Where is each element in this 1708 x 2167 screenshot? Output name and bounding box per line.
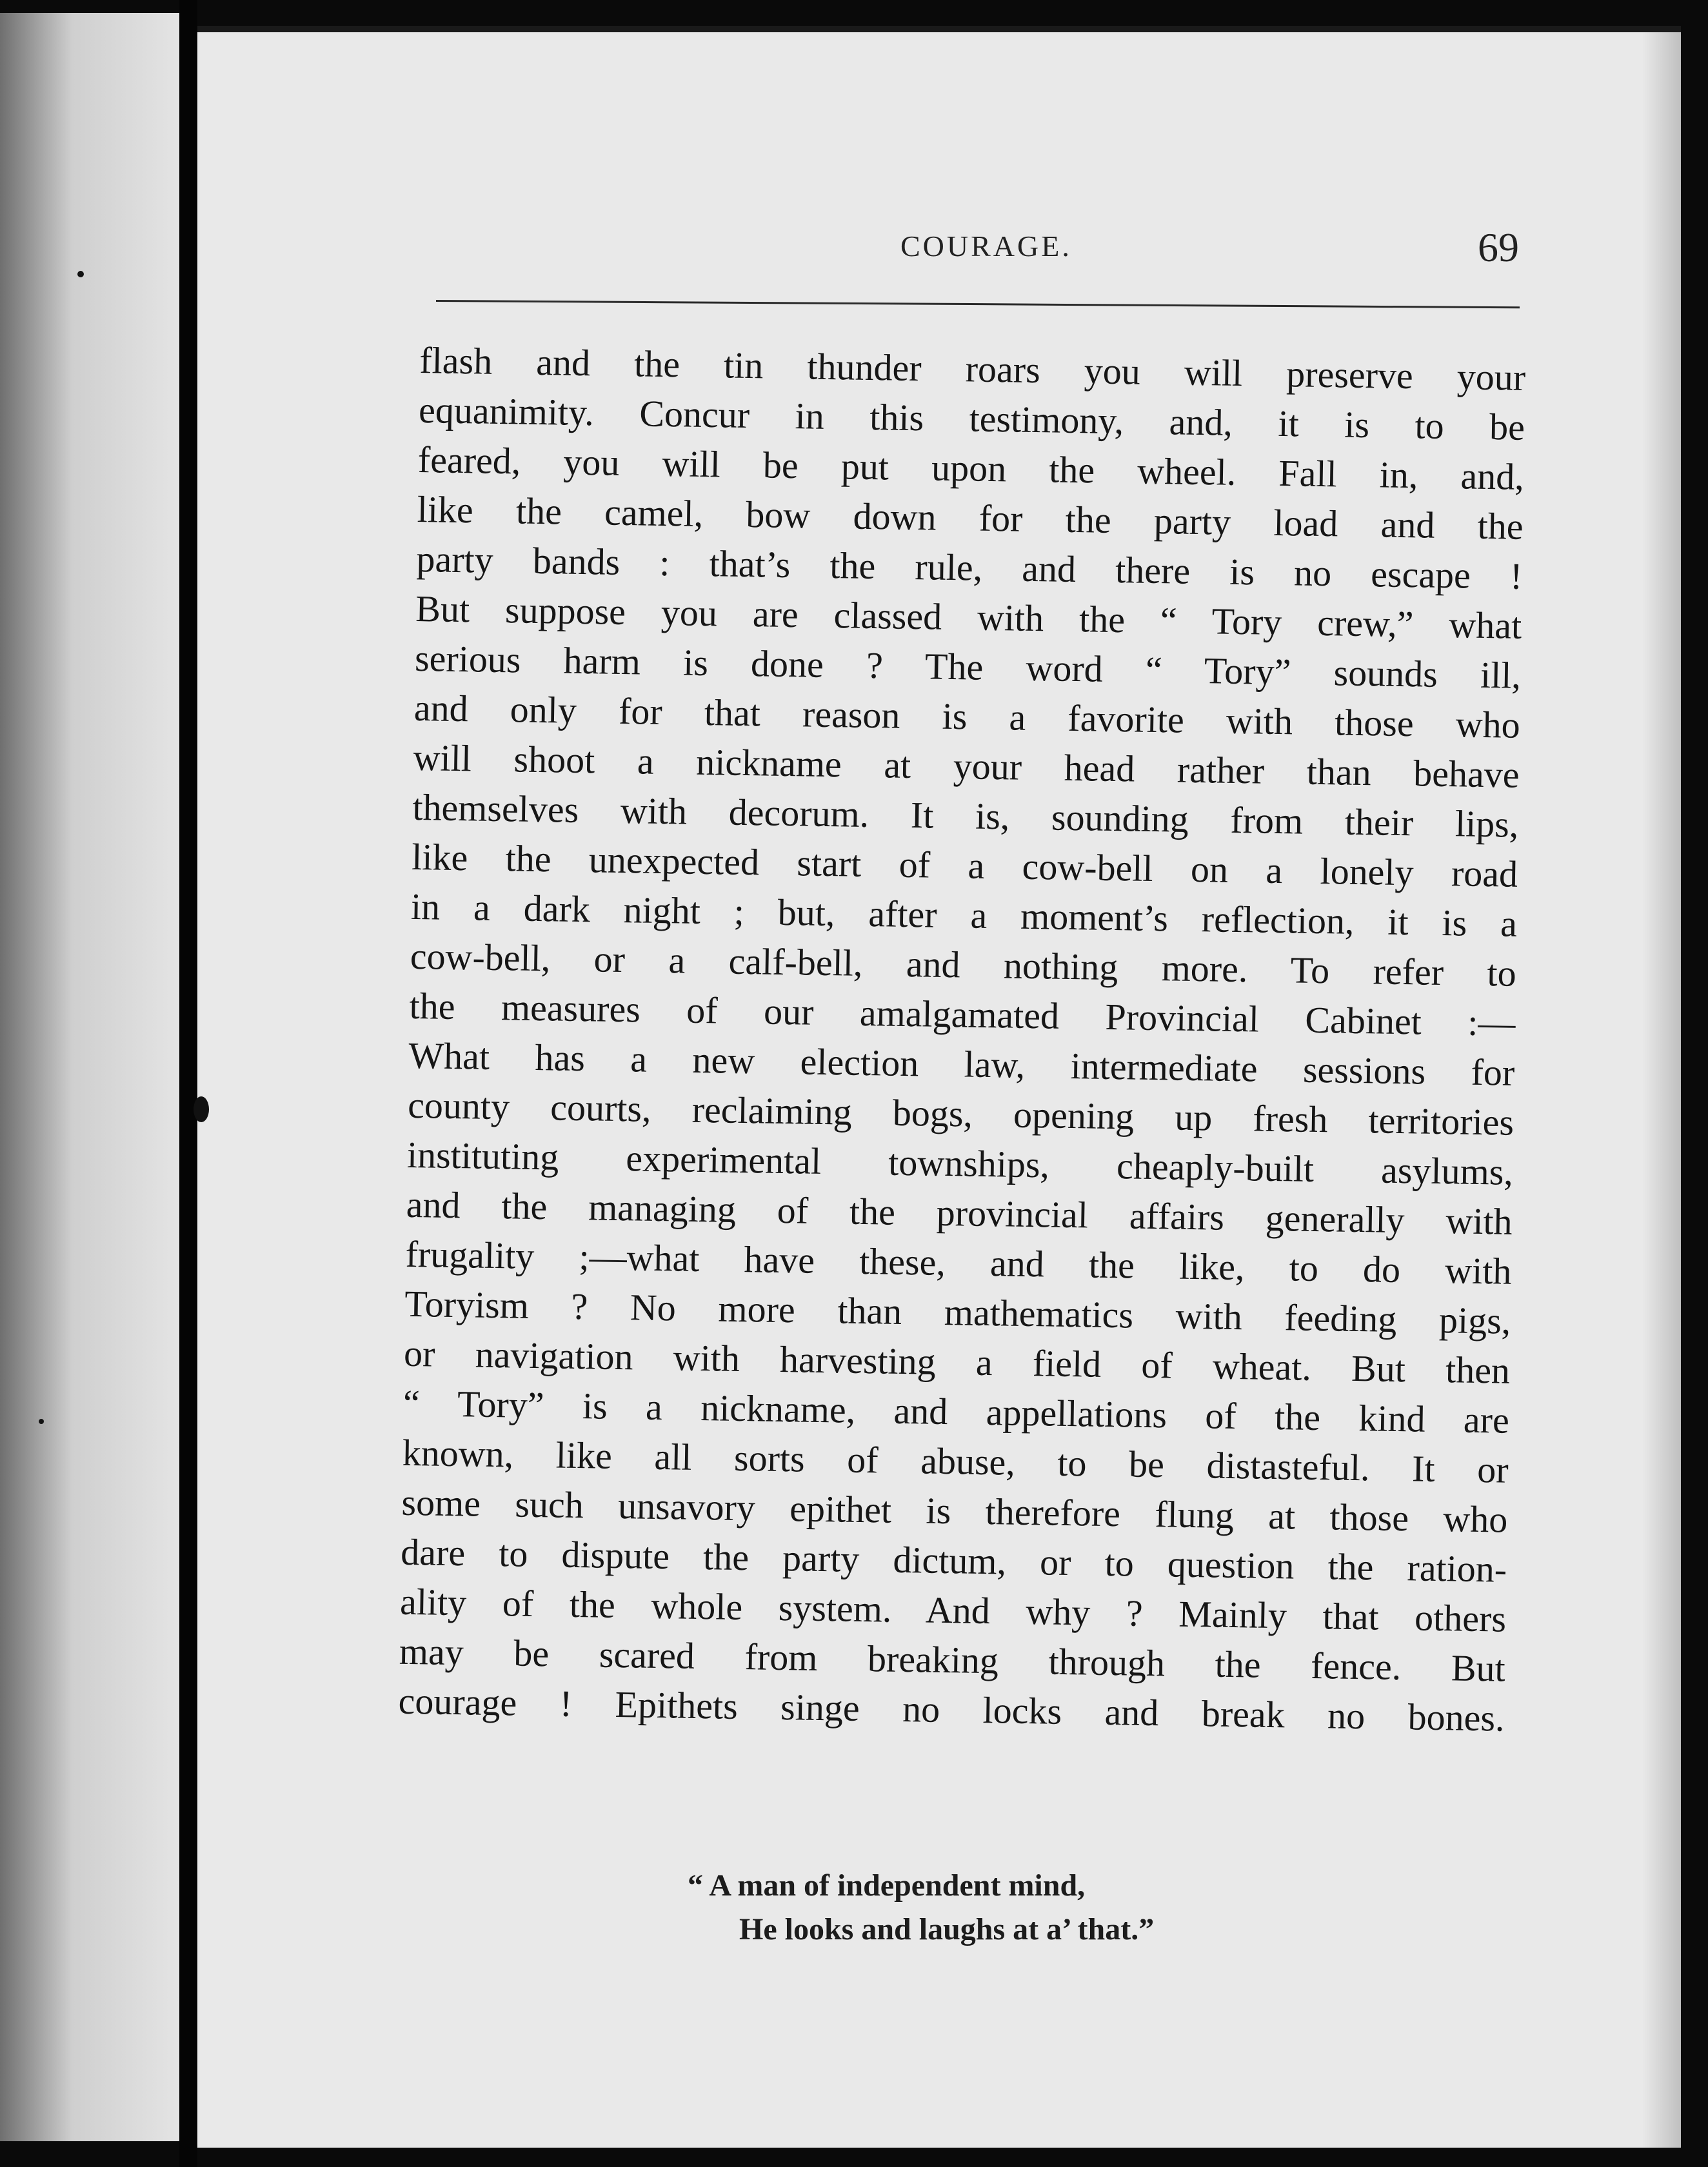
page-edge-shadow bbox=[1642, 32, 1681, 2148]
running-head bbox=[197, 224, 1526, 281]
left-facing-page bbox=[0, 13, 181, 2141]
scan-speck bbox=[77, 271, 84, 277]
body-line: courage ! Epithets singe no locks and break no bones. bbox=[398, 1679, 1505, 1739]
body-text bbox=[398, 335, 1526, 1743]
body-line: ality of the whole system. And why ? Mainly that others bbox=[399, 1580, 1507, 1640]
closing-quote bbox=[688, 1864, 1154, 1952]
body-line: may be scared from breaking through the fence. But bbox=[399, 1630, 1506, 1690]
body-line: like the camel, bow down for the party load and the bbox=[417, 488, 1524, 548]
body-line: But suppose you are classed with the “ Tory crew,” what bbox=[415, 587, 1522, 647]
quote-line-1: “ A man of independent mind, bbox=[688, 1868, 1086, 1903]
body-line: Toryism ? No more than mathematics with feeding pigs, bbox=[404, 1282, 1511, 1342]
body-line: “ Tory” is a nickname, and appellations of the kind are bbox=[402, 1381, 1510, 1441]
body-line: will shoot a nickname at your head rather than behave bbox=[413, 736, 1520, 796]
body-line: party bands : that’s the rule, and there is no escape ! bbox=[416, 537, 1523, 597]
body-line: cow-bell, or a calf-bell, and nothing more. To refer to bbox=[410, 935, 1517, 994]
page-number: 69 bbox=[1478, 224, 1519, 270]
body-line: themselves with decorum. It is, sounding from their lips, bbox=[412, 786, 1519, 846]
body-line: feared, you will be put upon the wheel. Fall in, and, bbox=[417, 438, 1525, 498]
body-line: in a dark night ; but, after a moment’s reflection, it is a bbox=[410, 885, 1518, 945]
body-line: What has a new election law, intermediate sessions for bbox=[408, 1034, 1515, 1094]
running-head-title: COURAGE. bbox=[900, 230, 1072, 262]
header-rule bbox=[436, 300, 1520, 308]
body-line: frugality ;—what have these, and the like, to do with bbox=[405, 1232, 1512, 1292]
body-line: the measures of our amalgamated Provincial Cabinet :— bbox=[409, 984, 1516, 1044]
body-line: some such unsavory epithet is therefore flung at those who bbox=[401, 1481, 1508, 1541]
body-line: and the managing of the provincial affairs generally with bbox=[406, 1183, 1513, 1243]
body-line: equanimity. Concur in this testimony, and, it is to be bbox=[418, 388, 1525, 448]
body-line: and only for that reason is a favorite with those who bbox=[413, 686, 1521, 746]
scan-speck bbox=[194, 1096, 209, 1122]
book-gutter bbox=[179, 0, 197, 2167]
body-line: like the unexpected start of a cow-bell on a lonely road bbox=[411, 835, 1518, 895]
book-page bbox=[197, 26, 1681, 2148]
scan-speck bbox=[39, 1419, 44, 1424]
body-line: flash and the tin thunder roars you will preserve your bbox=[419, 339, 1526, 399]
body-line: known, like all sorts of abuse, to be distasteful. It or bbox=[402, 1431, 1509, 1491]
body-line: dare to dispute the party dictum, or to question the ration- bbox=[400, 1530, 1507, 1590]
body-line: county courts, reclaiming bogs, opening up fresh territories bbox=[407, 1084, 1514, 1143]
body-line: instituting experimental townships, cheaply-built asylums, bbox=[406, 1133, 1514, 1193]
body-line: serious harm is done ? The word “ Tory” sounds ill, bbox=[414, 637, 1522, 697]
quote-line-2: He looks and laughs at a’ that.” bbox=[739, 1912, 1155, 1946]
body-line: or navigation with harvesting a field of wheat. But then bbox=[403, 1332, 1511, 1392]
